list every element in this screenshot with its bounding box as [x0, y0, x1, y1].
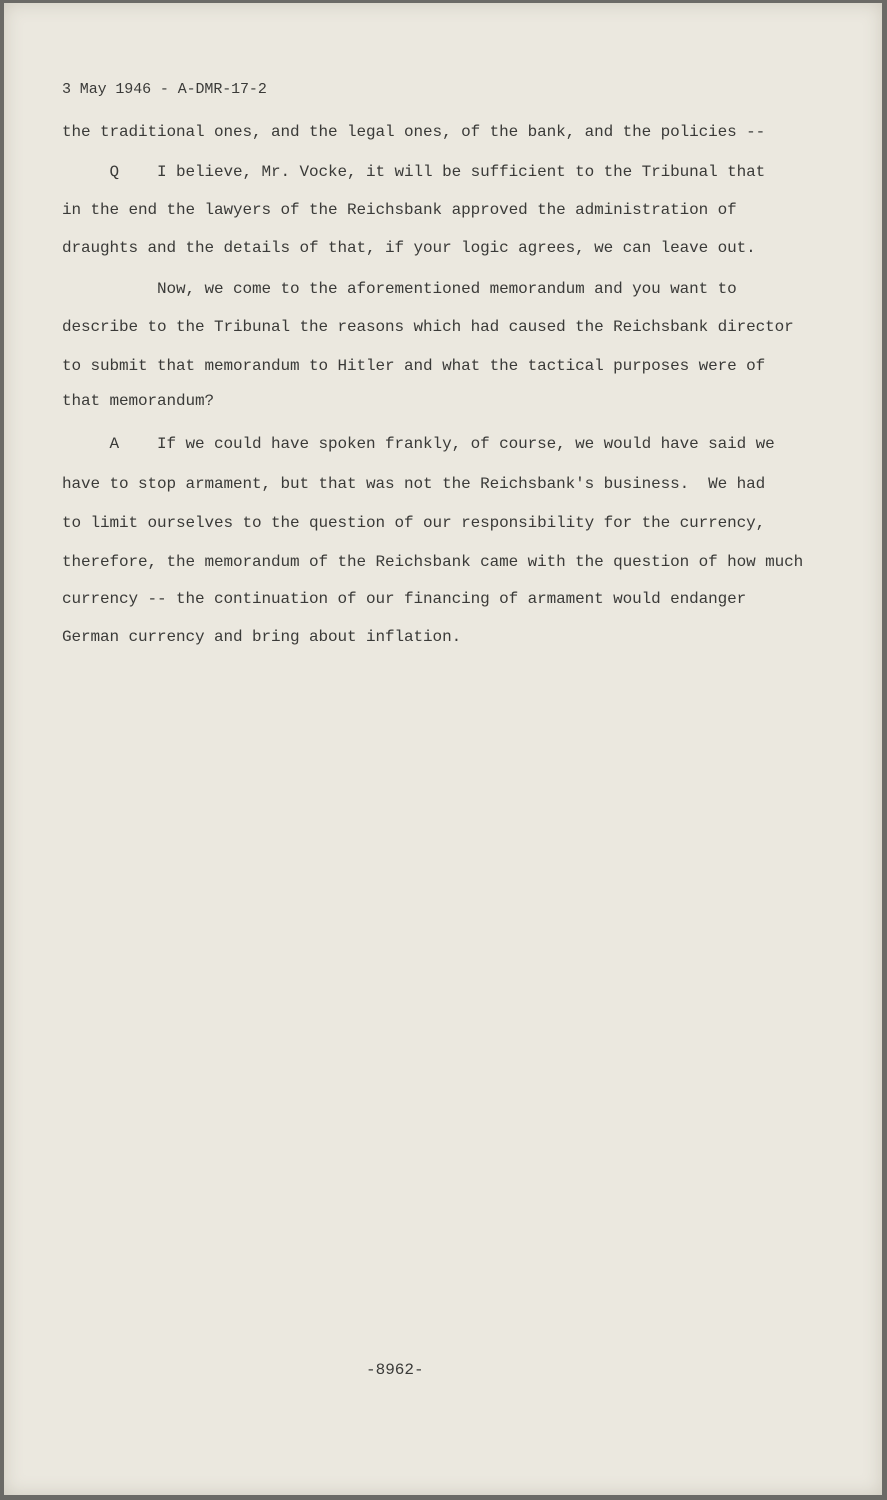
text-line: currency -- the continuation of our financing of armament would endanger — [62, 590, 747, 608]
text-line: to submit that memorandum to Hitler and what the tactical purposes were of — [62, 357, 766, 375]
text-line: to limit ourselves to the question of our responsibility for the currency, — [62, 514, 766, 532]
text-line: in the end the lawyers of the Reichsbank approved the administration of — [62, 201, 737, 219]
text-line: that memorandum? — [62, 392, 215, 410]
text-line: have to stop armament, but that was not the Reichsbank's business. We had — [62, 475, 766, 493]
text-line: German currency and bring about inflation. — [62, 628, 462, 646]
text-line: therefore, the memorandum of the Reichsbank came with the question of how much — [62, 553, 804, 571]
text-line: draughts and the details of that, if your logic agrees, we can leave out. — [62, 239, 756, 257]
text-line: Now, we come to the aforementioned memorandum and you want to — [62, 280, 737, 298]
document-header: 3 May 1946 - A-DMR-17-2 — [62, 81, 267, 98]
document-page — [4, 3, 882, 1495]
text-line: A If we could have spoken frankly, of course, we would have said we — [62, 435, 775, 453]
text-line: the traditional ones, and the legal ones, of the bank, and the policies -- — [62, 123, 766, 141]
text-line: Q I believe, Mr. Vocke, it will be sufficient to the Tribunal that — [62, 163, 766, 181]
page-number: -8962- — [366, 1361, 424, 1379]
text-line: describe to the Tribunal the reasons which had caused the Reichsbank director — [62, 318, 794, 336]
